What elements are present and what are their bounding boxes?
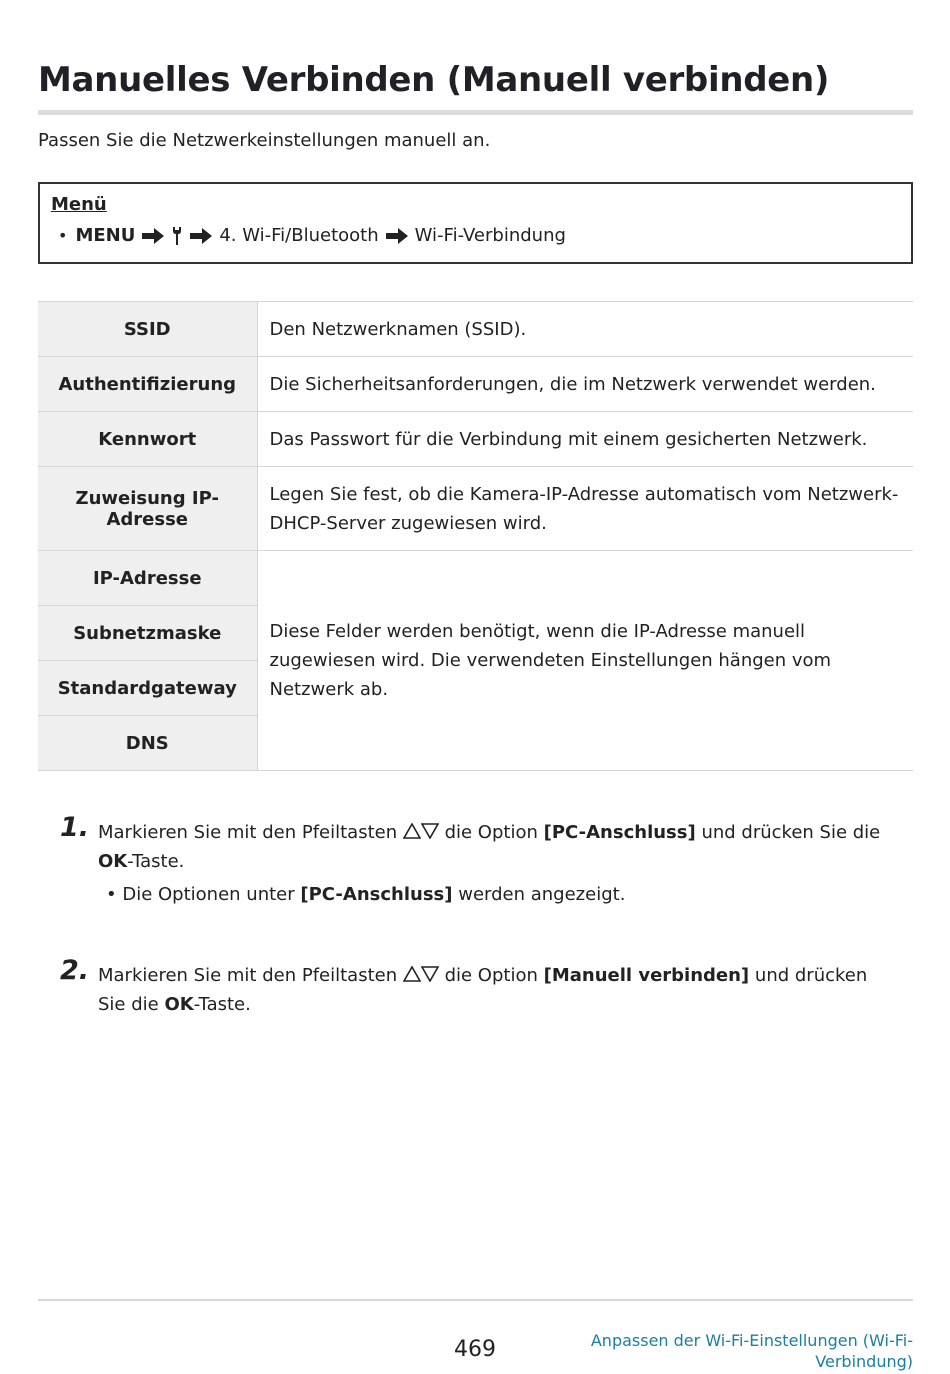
table-row [38, 302, 913, 357]
setting-description: Das Passwort für die Verbindung mit einem gesicherten Netzwerk. [257, 412, 913, 467]
setting-term: Authentifizierung [38, 357, 257, 412]
setting-term: Standardgateway [38, 661, 257, 716]
triangle-up-icon [403, 823, 421, 839]
table-row [38, 357, 913, 412]
key-name: OK [98, 851, 128, 872]
step-text-segment: Die Optionen unter [122, 884, 295, 905]
step-text-segment: und drücken Sie die [98, 965, 868, 1015]
menu-path-box [38, 182, 913, 264]
section-link[interactable]: Anpassen der Wi-Fi-Einstellungen (Wi-Fi-Verbindung) [590, 1331, 913, 1371]
setting-term: Kennwort [38, 412, 257, 467]
bullet: • [106, 884, 117, 905]
step-number: 1. [60, 812, 90, 843]
setting-description: Die Sicherheitsanforderungen, die im Netzwerk verwendet werden. [257, 357, 913, 412]
step-text-segment: die Option [444, 822, 538, 843]
triangle-up-icon [403, 966, 421, 982]
step-text-segment: -Taste. [193, 994, 251, 1015]
option-name: [PC-Anschluss] [543, 822, 696, 843]
sub-bullet [106, 884, 625, 905]
footer-divider [38, 1299, 913, 1301]
setting-term: SSID [38, 302, 257, 357]
setting-term: IP-Adresse [38, 551, 257, 606]
menu-path-item: 4. Wi-Fi/Bluetooth [219, 225, 379, 246]
step-text-segment: -Taste. [127, 851, 185, 872]
table-row [38, 551, 913, 606]
step-text-segment: Markieren Sie mit den Pfeiltasten [98, 822, 398, 843]
page-number: 469 [454, 1337, 496, 1362]
setting-term: Zuweisung IP-Adresse [38, 467, 257, 551]
menu-path [58, 225, 566, 246]
arrow-right-icon [385, 227, 409, 245]
arrow-right-icon [189, 227, 213, 245]
arrow-right-icon [141, 227, 165, 245]
setting-description: Den Netzwerknamen (SSID). [257, 302, 913, 357]
table-row [38, 467, 913, 551]
option-name: [Manuell verbinden] [543, 965, 750, 986]
menu-label: MENU [75, 225, 136, 246]
step-text [98, 818, 898, 876]
wrench-icon [171, 226, 183, 246]
table-row [38, 412, 913, 467]
page-title: Manuelles Verbinden (Manuell verbinden) [38, 60, 830, 100]
setting-description: Diese Felder werden benötigt, wenn die IP-Adresse manuell zugewiesen wird. Die verwendeten Einstellungen hängen vom Netzwerk ab. [257, 551, 913, 771]
step-number: 2. [60, 955, 90, 986]
bullet: • [58, 226, 68, 245]
menu-path-item: Wi-Fi-Verbindung [414, 225, 566, 246]
setting-term: DNS [38, 716, 257, 771]
title-underline [38, 110, 913, 115]
step-text [98, 961, 898, 1019]
step-text-segment: die Option [444, 965, 538, 986]
triangle-down-icon [421, 966, 439, 982]
intro-text: Passen Sie die Netzwerkeinstellungen manuell an. [38, 130, 491, 151]
step-text-segment: und drücken Sie die [701, 822, 881, 843]
option-name: [PC-Anschluss] [300, 884, 453, 905]
settings-table [38, 301, 913, 771]
triangle-down-icon [421, 823, 439, 839]
setting-term: Subnetzmaske [38, 606, 257, 661]
key-name: OK [164, 994, 194, 1015]
step-text-segment: werden angezeigt. [458, 884, 626, 905]
setting-description: Legen Sie fest, ob die Kamera-IP-Adresse automatisch vom Netzwerk-DHCP-Server zugewiesen wird. [257, 467, 913, 551]
step-text-segment: Markieren Sie mit den Pfeiltasten [98, 965, 398, 986]
menu-heading: Menü [51, 194, 107, 215]
